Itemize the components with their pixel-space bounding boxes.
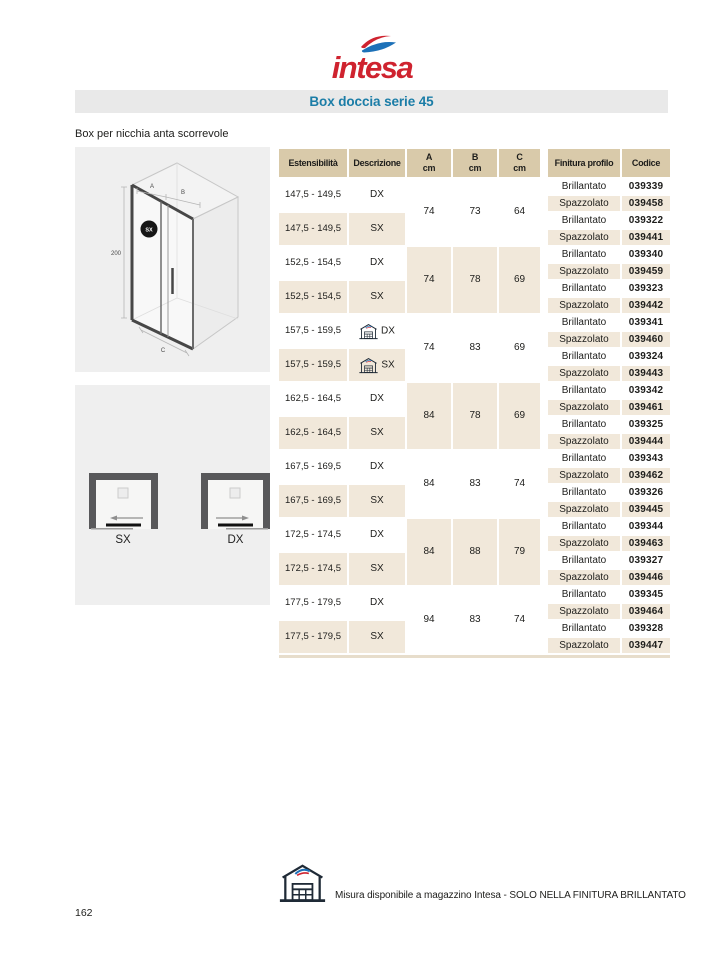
cell-dim-b: 78 — [453, 383, 497, 449]
plan-view-sx — [89, 473, 158, 530]
cell-finitura: Spazzolato — [548, 434, 620, 449]
footer-note — [279, 862, 686, 904]
table-row — [279, 179, 670, 194]
table-row — [279, 451, 670, 466]
col-header-a: A cm — [407, 149, 451, 177]
sx-badge-label: SX — [145, 227, 153, 234]
cell-descrizione — [349, 553, 405, 585]
cell-dim-c: 69 — [499, 383, 540, 449]
cell-codice: 039344 — [622, 519, 670, 534]
product-table-wrap — [277, 147, 672, 658]
cell-estensibilita: 157,5 - 159,5 — [279, 315, 347, 347]
warehouse-icon — [359, 357, 378, 374]
direction-label: SX — [370, 290, 384, 302]
dim-b-label: B — [180, 190, 186, 196]
cell-codice: 039327 — [622, 553, 670, 568]
cell-estensibilita: 147,5 - 149,5 — [279, 213, 347, 245]
column-gap — [542, 383, 546, 449]
col-header-finitura: Finitura profilo — [548, 149, 620, 177]
cell-codice: 039325 — [622, 417, 670, 432]
cell-estensibilita: 167,5 - 169,5 — [279, 485, 347, 517]
cell-codice: 039340 — [622, 247, 670, 262]
cell-codice: 039323 — [622, 281, 670, 296]
intesa-logo-graphic — [314, 33, 430, 83]
cell-finitura: Spazzolato — [548, 468, 620, 483]
cell-codice: 039443 — [622, 366, 670, 381]
cell-codice: 039441 — [622, 230, 670, 245]
column-gap — [542, 587, 546, 653]
cell-finitura: Spazzolato — [548, 196, 620, 211]
cell-estensibilita: 147,5 - 149,5 — [279, 179, 347, 211]
cell-dim-a: 74 — [407, 315, 451, 381]
cell-finitura: Brillantato — [548, 247, 620, 262]
column-gap — [542, 247, 546, 313]
cell-descrizione — [349, 587, 405, 619]
cell-codice: 039343 — [622, 451, 670, 466]
cell-dim-c: 69 — [499, 315, 540, 381]
column-gap — [542, 519, 546, 585]
cell-dim-c: 64 — [499, 179, 540, 245]
cell-finitura: Brillantato — [548, 587, 620, 602]
direction-label: DX — [370, 256, 384, 268]
cell-codice: 039446 — [622, 570, 670, 585]
direction-label: DX — [370, 188, 384, 200]
table-body — [279, 179, 670, 653]
cell-codice: 039461 — [622, 400, 670, 415]
cell-dim-a: 74 — [407, 179, 451, 245]
cell-descrizione — [349, 349, 405, 381]
cell-codice: 039341 — [622, 315, 670, 330]
cell-codice: 039339 — [622, 179, 670, 194]
dim-a-label: A — [149, 184, 155, 190]
table-header-row — [279, 149, 670, 177]
cell-estensibilita: 167,5 - 169,5 — [279, 451, 347, 483]
cell-finitura: Brillantato — [548, 485, 620, 500]
dim-c-label: C — [160, 348, 166, 354]
cell-codice: 039463 — [622, 536, 670, 551]
cell-finitura: Spazzolato — [548, 502, 620, 517]
cell-codice: 039447 — [622, 638, 670, 653]
table-row — [279, 315, 670, 330]
warehouse-icon — [279, 862, 326, 904]
cell-finitura: Spazzolato — [548, 400, 620, 415]
cell-finitura: Brillantato — [548, 315, 620, 330]
table-row — [279, 587, 670, 602]
cell-descrizione — [349, 417, 405, 449]
cell-codice: 039442 — [622, 298, 670, 313]
cell-estensibilita: 152,5 - 154,5 — [279, 247, 347, 279]
product-subtitle: Box per nicchia anta scorrevole — [75, 128, 229, 140]
cell-codice: 039444 — [622, 434, 670, 449]
cell-dim-b: 78 — [453, 247, 497, 313]
cell-codice: 039462 — [622, 468, 670, 483]
cell-finitura: Brillantato — [548, 621, 620, 636]
col-header-estensibilita: Estensibilità — [279, 149, 347, 177]
iso-diagram-panel — [75, 147, 270, 372]
shower-box-drawing — [75, 147, 270, 372]
cell-dim-a: 84 — [407, 451, 451, 517]
cell-dim-a: 94 — [407, 587, 451, 653]
direction-label: SX — [370, 630, 384, 642]
cell-dim-b: 73 — [453, 179, 497, 245]
cell-codice: 039342 — [622, 383, 670, 398]
cell-descrizione — [349, 213, 405, 245]
cell-dim-b: 83 — [453, 315, 497, 381]
cell-finitura: Spazzolato — [548, 366, 620, 381]
drain-square — [230, 488, 240, 498]
table-row — [279, 383, 670, 398]
col-header-descrizione: Descrizione — [349, 149, 405, 177]
cell-descrizione — [349, 179, 405, 211]
column-gap — [542, 149, 546, 177]
intesa-logo — [75, 33, 668, 83]
column-gap — [542, 451, 546, 517]
logo-text: intesa — [331, 50, 412, 83]
cell-estensibilita: 152,5 - 154,5 — [279, 281, 347, 313]
plan-label-dx: DX — [227, 534, 244, 546]
warehouse-icon — [359, 323, 378, 340]
plan-views-drawing — [75, 385, 270, 605]
cell-finitura: Brillantato — [548, 179, 620, 194]
cell-dim-c: 74 — [499, 451, 540, 517]
direction-label: DX — [370, 596, 384, 608]
cell-finitura: Spazzolato — [548, 536, 620, 551]
direction-label: SX — [370, 222, 384, 234]
cell-dim-b: 83 — [453, 451, 497, 517]
column-gap — [542, 315, 546, 381]
cell-codice: 039324 — [622, 349, 670, 364]
table-row — [279, 247, 670, 262]
cell-estensibilita: 172,5 - 174,5 — [279, 519, 347, 551]
section-title-bar — [75, 90, 668, 113]
cell-dim-a: 74 — [407, 247, 451, 313]
product-table — [277, 147, 672, 655]
direction-label: DX — [370, 392, 384, 404]
cell-descrizione — [349, 247, 405, 279]
table-row — [279, 519, 670, 534]
cell-descrizione — [349, 281, 405, 313]
cell-dim-b: 83 — [453, 587, 497, 653]
cell-dim-b: 88 — [453, 519, 497, 585]
col-header-codice: Codice — [622, 149, 670, 177]
cell-descrizione — [349, 485, 405, 517]
cell-estensibilita: 157,5 - 159,5 — [279, 349, 347, 381]
cell-codice: 039322 — [622, 213, 670, 228]
section-title: Box doccia serie 45 — [309, 94, 434, 109]
cell-codice: 039464 — [622, 604, 670, 619]
sliding-door — [106, 524, 141, 527]
cell-estensibilita: 177,5 - 179,5 — [279, 621, 347, 653]
cell-finitura: Brillantato — [548, 281, 620, 296]
direction-label: SX — [381, 359, 395, 370]
page-number: 162 — [75, 907, 93, 919]
cell-finitura: Spazzolato — [548, 298, 620, 313]
sliding-door — [218, 524, 253, 527]
cell-codice: 039460 — [622, 332, 670, 347]
cell-dim-a: 84 — [407, 383, 451, 449]
cell-descrizione — [349, 383, 405, 415]
footer-note-text: Misura disponibile a magazzino Intesa - SOLO NELLA FINITURA BRILLANTATO — [335, 890, 686, 901]
cell-finitura: Brillantato — [548, 519, 620, 534]
cell-estensibilita: 177,5 - 179,5 — [279, 587, 347, 619]
table-bottom-strip — [279, 655, 670, 658]
direction-label: DX — [370, 460, 384, 472]
direction-label: SX — [370, 426, 384, 438]
cell-finitura: Brillantato — [548, 213, 620, 228]
cell-descrizione — [349, 451, 405, 483]
cell-estensibilita: 172,5 - 174,5 — [279, 553, 347, 585]
cell-dim-c: 79 — [499, 519, 540, 585]
cell-codice: 039328 — [622, 621, 670, 636]
cell-finitura: Spazzolato — [548, 638, 620, 653]
direction-label: SX — [370, 562, 384, 574]
cell-codice: 039445 — [622, 502, 670, 517]
cell-finitura: Spazzolato — [548, 230, 620, 245]
cell-finitura: Brillantato — [548, 553, 620, 568]
cell-finitura: Spazzolato — [548, 604, 620, 619]
cell-estensibilita: 162,5 - 164,5 — [279, 383, 347, 415]
cell-descrizione — [349, 519, 405, 551]
cell-codice: 039345 — [622, 587, 670, 602]
col-header-b: B cm — [453, 149, 497, 177]
cell-finitura: Brillantato — [548, 383, 620, 398]
column-gap — [542, 179, 546, 245]
cell-finitura: Brillantato — [548, 451, 620, 466]
height-dim-label: 200 — [110, 251, 121, 257]
plan-diagram-panel — [75, 385, 270, 605]
cell-estensibilita: 162,5 - 164,5 — [279, 417, 347, 449]
direction-label: DX — [370, 528, 384, 540]
plan-label-sx: SX — [115, 534, 131, 546]
cell-codice: 039458 — [622, 196, 670, 211]
drain-square — [118, 488, 128, 498]
cell-dim-a: 84 — [407, 519, 451, 585]
cell-descrizione — [349, 621, 405, 653]
cell-finitura: Brillantato — [548, 349, 620, 364]
plan-view-dx — [201, 473, 270, 530]
cell-dim-c: 69 — [499, 247, 540, 313]
direction-label: SX — [370, 494, 384, 506]
cell-codice: 039326 — [622, 485, 670, 500]
cell-descrizione — [349, 315, 405, 347]
direction-label: DX — [381, 325, 395, 336]
cell-dim-c: 74 — [499, 587, 540, 653]
cell-codice: 039459 — [622, 264, 670, 279]
col-header-c: C cm — [499, 149, 540, 177]
cell-finitura: Spazzolato — [548, 570, 620, 585]
cell-finitura: Spazzolato — [548, 332, 620, 347]
cell-finitura: Brillantato — [548, 417, 620, 432]
cell-finitura: Spazzolato — [548, 264, 620, 279]
